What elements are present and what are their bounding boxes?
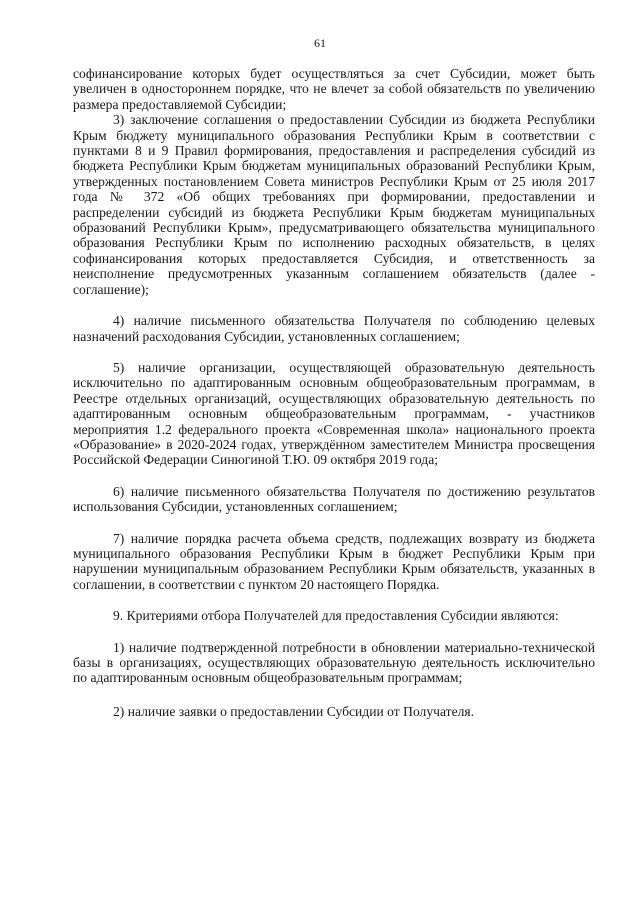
paragraph-item-5: 5) наличие организации, осуществляющей образовательную деятельность исключительно по адаптированным основным общеобразовательным программам, в Реестре отдельных организаций, осуществляющих образовательную деятельность по адаптированным основным общеобразовательным программам, - участников мероприятия 1.2 федерального проекта «Современная школа» национального проекта «Образование» в 2020-2024 годах, утверждённом заместителем Министра просвещения Российской Федерации Синюгиной Т.Ю. 09 октября 2019 года;	[73, 359, 595, 468]
paragraph-criterion-1: 1) наличие подтвержденной потребности в обновлении материально-технической базы в организациях, осуществляющих образовательную деятельность исключительно по адаптированным основным общеобразовательным программам;	[73, 639, 595, 686]
paragraph-item-6: 6) наличие письменного обязательства Получателя по достижению результатов использования Субсидии, установленных соглашением;	[73, 483, 595, 515]
paragraph-section-9: 9. Критериями отбора Получателей для предоставления Субсидии являются:	[113, 608, 559, 624]
paragraph-item-3: 3) заключение соглашения о предоставлении Субсидии из бюджета Республики Крым бюджету муниципального образования Республики Крым в соответствии с пунктами 8 и 9 Правил формирования, предоставления и распределения субсидий из бюджета Республики Крым бюджетам муниципальных образований Республики Крым, утвержденных постановлением Совета министров Республики Крым от 25 июля 2017 года № 372 «Об общих требованиях при формировании, предоставлении и распределении субсидий из бюджета Республики Крым бюджетам муниципальных образований Республики Крым», предусматривающего обязательства муниципального образования Республики Крым по исполнению расходных обязательств, в целях софинансирования которых предоставляется Субсидия, и ответственность за неисполнение предусмотренных указанным соглашением обязательств (далее - соглашение);	[73, 112, 595, 297]
paragraph-item-4: 4) наличие письменного обязательства Получателя по соблюдению целевых назначений расходования Субсидии, установленных соглашением;	[73, 313, 595, 344]
paragraph-criterion-2: 2) наличие заявки о предоставлении Субсидии от Получателя.	[113, 703, 475, 719]
paragraph-item-7: 7) наличие порядка расчета объема средств, подлежащих возврату из бюджета муниципального образования Республики Крым в бюджет Республики Крым при нарушении муниципальным образованием Республики Крым обязательств, указанных в соглашении, в соответствии с пунктом 20 настоящего Порядка.	[73, 530, 595, 592]
page-number: 61	[314, 36, 326, 50]
paragraph-continuation: софинансирование которых будет осуществляться за счет Субсидии, может быть увеличен в одностороннем порядке, что не влечет за собой обязательств по увеличению размера предоставляемой Субсидии;	[73, 66, 595, 112]
document-body	[73, 66, 595, 719]
